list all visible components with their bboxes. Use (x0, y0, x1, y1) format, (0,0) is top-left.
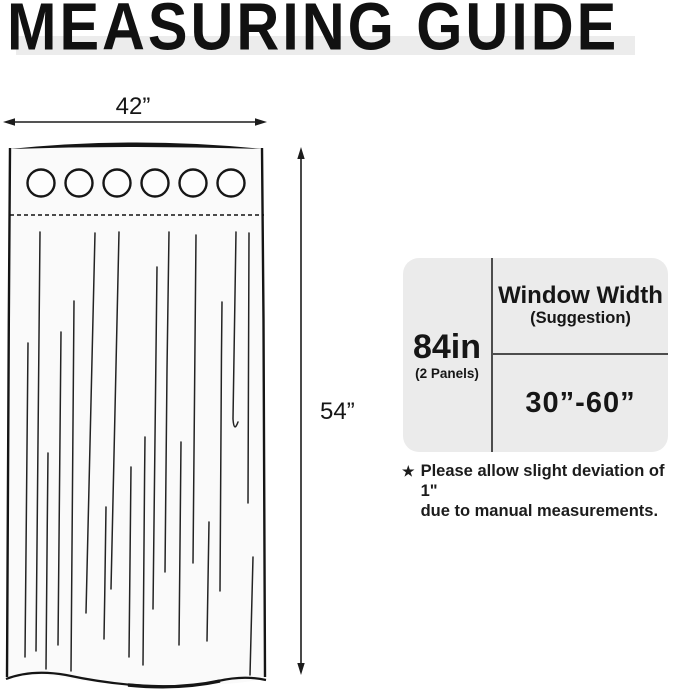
page-title: MEASURING GUIDE (7, 0, 620, 65)
grommet-icon (142, 170, 169, 197)
panel-length-value: 84in (412, 327, 482, 366)
width-dimension-label: 42” (115, 93, 151, 120)
window-width-subheader: (Suggestion) (530, 308, 631, 327)
panel-count-note: (2 Panels) (415, 365, 479, 381)
width-range-cell (493, 355, 668, 452)
height-dimension-arrow (297, 147, 304, 675)
note-text (421, 461, 679, 521)
grommet-icon (104, 170, 131, 197)
grommet-icon (28, 170, 55, 197)
grommet-icon (218, 170, 245, 197)
curtain-diagram (0, 85, 380, 695)
measurement-note (402, 461, 679, 521)
width-range-value: 30”-60” (525, 387, 636, 419)
grommet-icon (66, 170, 93, 197)
height-dimension-label: 54” (320, 398, 355, 425)
window-width-header: Window Width (498, 282, 663, 310)
panel-length-cell (403, 258, 491, 452)
window-width-header-cell (493, 258, 668, 353)
grommet-icon (180, 170, 207, 197)
note-line-1: Please allow slight deviation of 1" (420, 462, 665, 501)
spec-table (403, 258, 668, 452)
star-icon: ★ (402, 463, 415, 479)
note-line-2: due to manual measurements. (420, 502, 659, 521)
